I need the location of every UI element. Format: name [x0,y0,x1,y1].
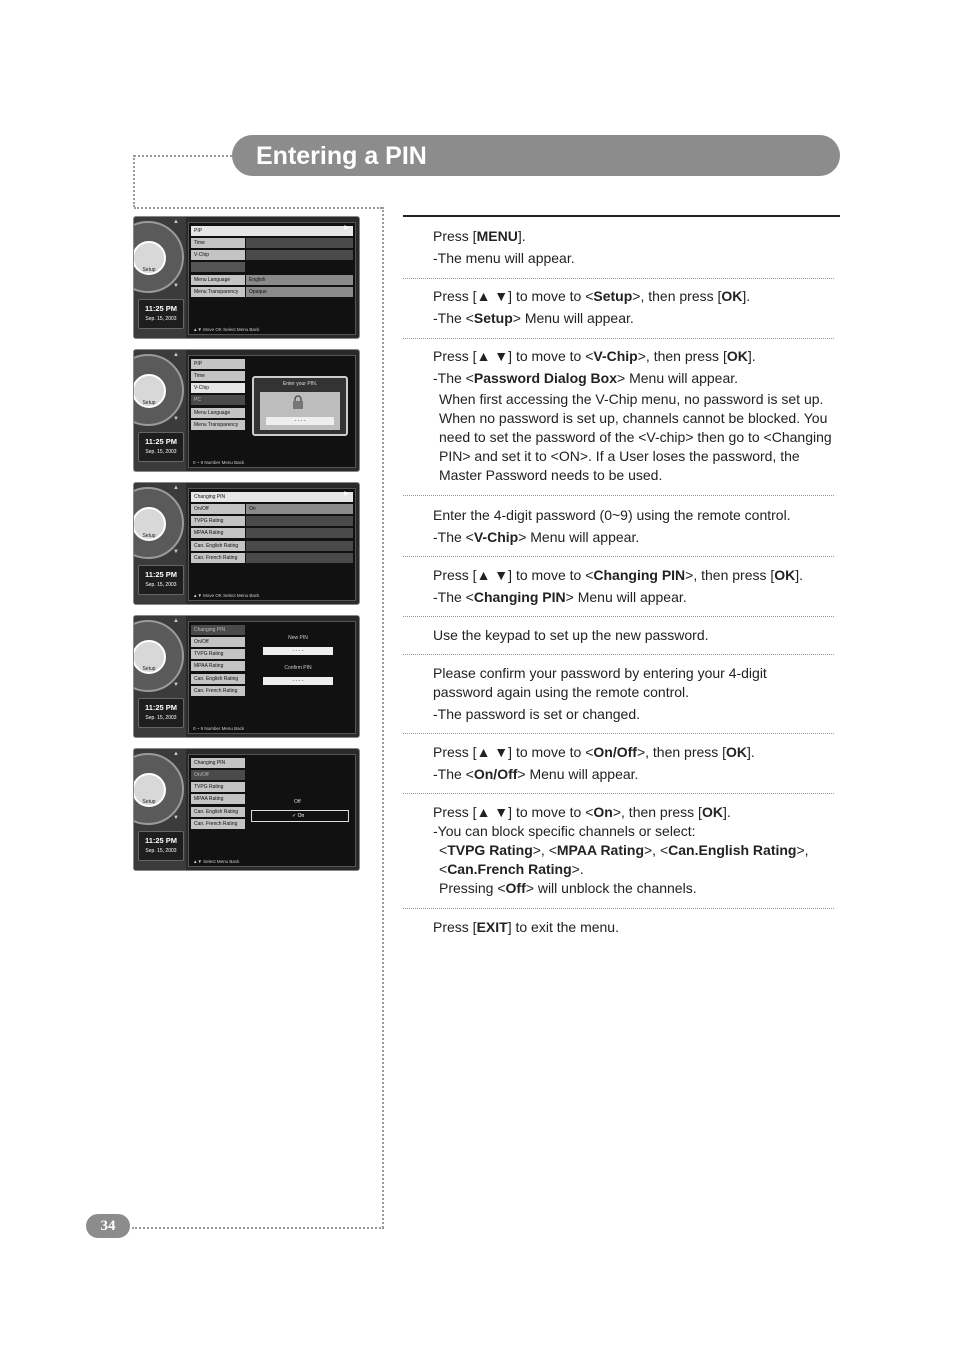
clock-display [138,831,184,861]
confirm-pin-input[interactable]: - - - - [263,677,333,685]
menu-row-transparency[interactable]: Menu Transparency [191,287,245,297]
setup-icon: Setup [133,640,166,674]
key-ok: OK [721,288,743,304]
step-text: Pressing < [439,880,506,896]
key-exit: EXIT [476,919,508,935]
down-arrow-icon: ▼ [173,549,179,555]
step-result: > Menu will appear. [518,529,640,545]
up-arrow-icon: ▲ [173,751,179,757]
menu-row-changing-pin[interactable]: Changing PIN [191,758,245,768]
step-text: >, then press [ [636,744,727,760]
step-result: > Menu will appear. [517,766,639,782]
clock-display [138,432,184,462]
clock-time: 11:25 PM [144,570,178,579]
pin-input[interactable]: - - - - [266,417,334,425]
menu-row-transparency-value: Opaque [246,287,353,297]
rating-tvpg: TVPG Rating [447,842,533,858]
separator [403,616,834,617]
step-text: > will unblock the channels. [525,880,697,896]
menu-row-can-french[interactable]: Can. French Rating [191,553,245,563]
clock-date: Sep. 15, 2003 [145,449,177,455]
clock-time: 11:25 PM [144,437,178,446]
key-ok: OK [726,348,748,364]
step-result: -The < [433,370,474,386]
confirm-pin-label: Confirm PIN [284,665,312,671]
separator [403,908,834,909]
checkmark-icon: ✓ [292,813,298,819]
menu-row-pc[interactable]: PC [191,395,245,405]
separator [403,733,834,734]
separator [403,556,834,557]
menu-name: On/Off [473,766,518,782]
step-text: >, < [532,842,557,858]
menu-panel [188,355,356,468]
down-arrow-icon: ▼ [173,283,179,289]
clock-date: Sep. 15, 2003 [145,316,177,322]
menu-row-mpaa[interactable]: MPAA Rating [191,794,245,804]
option-off[interactable]: Off [294,799,301,805]
menu-name: Changing PIN [473,589,566,605]
step-text: >, then press [ [685,567,775,583]
step-result: -The password is set or changed. [433,706,640,722]
frame-dotted-right [382,207,384,1228]
menu-row-blank [191,262,245,272]
menu-row-pip[interactable]: PIP [191,359,245,369]
option-on-selected[interactable] [251,810,349,822]
menu-row-vchip[interactable]: V-Chip [191,250,245,260]
key-ok: OK [774,567,796,583]
menu-row-time[interactable]: Time [191,238,245,248]
step-9 [433,803,833,898]
clock-date: Sep. 15, 2003 [145,715,177,721]
dialog-body [260,392,340,430]
play-arrow-icon: ▶ [344,491,349,497]
clock-time: 11:25 PM [144,703,178,712]
step-result: -The menu will appear. [433,250,575,266]
page-number: 34 [86,1214,130,1238]
key-menu: MENU [476,228,518,244]
menu-row-onoff-value: On [246,504,353,514]
menu-row-language[interactable]: Menu Language [191,275,245,285]
menu-row-language[interactable]: Menu Language [191,408,245,418]
separator [403,793,834,794]
key-changing-pin: Changing PIN [593,567,686,583]
menu-row-onoff[interactable]: On/Off [191,637,245,647]
menu-row-tvpg[interactable]: TVPG Rating [191,516,245,526]
key-off: Off [505,880,526,896]
clock-display [138,565,184,595]
key-vchip: V-Chip [593,348,638,364]
clock-date: Sep. 15, 2003 [145,582,177,588]
menu-name: Setup [473,310,513,326]
menu-row-mpaa[interactable]: MPAA Rating [191,661,245,671]
step-text: Press [ [433,919,477,935]
step-text: >, then press [ [612,804,702,820]
step-text: Press [ [433,228,477,244]
new-pin-label: New PIN [288,635,308,641]
password-dialog [252,376,348,436]
key-ok: OK [726,744,748,760]
clock-display [138,299,184,329]
clock-time: 11:25 PM [144,304,178,313]
menu-row-can-english[interactable]: Can. English Rating [191,807,245,817]
screen-footer: ▲▼ Move OK Select Menu Back [193,593,260,598]
step-result: -The < [433,310,474,326]
dialog-caption: Enter your PIN. [282,381,318,387]
up-arrow-icon: ▲ [173,352,179,358]
step-4 [433,506,833,547]
key-ok: OK [701,804,723,820]
lock-icon [292,395,304,409]
step-2 [433,287,833,328]
down-arrow-icon: ▼ [173,682,179,688]
step-text: ] to exit the menu. [507,919,619,935]
setup-icon: Setup [133,374,166,408]
down-arrow-icon: ▼ [173,416,179,422]
step-note: When first accessing the V-Chip menu, no password is set up. When no password is set up, channels cannot be blocked. You need to set the password of the <V-chip> then go to <Changing PIN> and set it to <ON>. If a User loses the password, the Master Password needs to be used. [439,391,832,483]
menu-row-mpaa[interactable]: MPAA Rating [191,528,245,538]
menu-name: Password Dialog Box [473,370,618,386]
new-pin-input[interactable]: - - - - [263,647,333,655]
step-text: ]. [747,744,755,760]
clock-date: Sep. 15, 2003 [145,848,177,854]
setup-icon: Setup [133,507,166,541]
menu-row-language-value: English [246,275,353,285]
menu-row-changing-pin[interactable]: Changing PIN [191,492,353,502]
menu-row-changing-pin[interactable]: Changing PIN [191,625,245,635]
rating-can-french: Can.French Rating [447,861,572,877]
screen-onoff-select [133,748,360,871]
title-bar [232,135,840,176]
screen-changing-pin [133,615,360,738]
step-text: >, < [644,842,669,858]
menu-row-pip[interactable]: PIP [191,226,353,236]
menu-panel [188,621,356,734]
menu-row-tvpg[interactable]: TVPG Rating [191,782,245,792]
menu-row-tvpg-value [246,516,353,526]
menu-row-can-english-value [246,541,353,551]
step-text: Press [▲ ▼] to move to < [433,804,594,820]
separator [403,278,834,279]
step-result: -The < [433,589,474,605]
screen-setup-menu [133,216,360,339]
menu-row-can-french[interactable]: Can. French Rating [191,686,245,696]
menu-panel [188,488,356,601]
screen-footer: ▲▼ Move OK Select Menu Back [193,327,260,332]
step-text: Press [▲ ▼] to move to < [433,348,594,364]
step-text: >, [796,842,809,858]
menu-row-vchip-value [246,250,353,260]
up-arrow-icon: ▲ [173,485,179,491]
frame-dotted-bottom [132,1227,384,1229]
frame-dotted-top [134,207,382,209]
screen-vchip-menu [133,482,360,605]
step-result: -You can block specific channels or select: [433,823,696,839]
key-on: On [593,804,613,820]
down-arrow-icon: ▼ [173,815,179,821]
menu-row-can-english[interactable]: Can. English Rating [191,674,245,684]
instructions-top-rule [403,215,840,217]
menu-row-can-french-value [246,553,353,563]
step-text: Press [▲ ▼] to move to < [433,744,594,760]
screen-footer: 0 ~ 9 Number Menu Back [193,726,245,731]
menu-row-tvpg[interactable]: TVPG Rating [191,649,245,659]
page-title: Entering a PIN [256,142,427,170]
separator [403,338,834,339]
clock-display [138,698,184,728]
step-10 [433,918,833,937]
menu-row-onoff[interactable]: On/Off [191,770,245,780]
step-text: ]. [742,288,751,304]
up-arrow-icon: ▲ [173,618,179,624]
step-text: Enter the 4-digit password (0~9) using the remote control. [433,507,791,523]
step-text: Please confirm your password by entering your 4-digit password again using the remote control. [433,665,767,700]
step-8 [433,743,833,784]
step-text: Press [▲ ▼] to move to < [433,288,594,304]
up-arrow-icon: ▲ [173,219,179,225]
step-text: < [439,861,448,877]
step-text: Use the keypad to set up the new password. [433,627,709,643]
rating-can-english: Can.English Rating [668,842,797,858]
step-text: < [439,842,448,858]
setup-icon: Setup [133,241,166,275]
step-text: >, then press [ [637,348,727,364]
rating-mpaa: MPAA Rating [556,842,644,858]
step-text: ]. [517,228,526,244]
step-3 [433,347,833,485]
screen-footer: 0 ~ 9 Number Menu Back [193,460,245,465]
step-result: -The < [433,766,474,782]
step-5 [433,566,833,607]
menu-row-can-english[interactable]: Can. English Rating [191,541,245,551]
step-result: > Menu will appear. [512,310,634,326]
menu-panel [188,222,356,335]
step-text: >. [571,861,584,877]
menu-row-transparency[interactable]: Menu Transparency [191,420,245,430]
setup-icon: Setup [133,773,166,807]
screen-password-dialog [133,349,360,472]
step-text: ]. [747,348,756,364]
step-result: > Menu will appear. [565,589,687,605]
step-text: Press [▲ ▼] to move to < [433,567,594,583]
screen-footer: ▲▼ Select Menu Back [193,859,240,864]
step-6 [433,626,833,645]
menu-row-time[interactable]: Time [191,371,245,381]
step-7 [433,664,793,724]
menu-panel [188,754,356,867]
menu-row-time-value [246,238,353,248]
menu-row-can-french[interactable]: Can. French Rating [191,819,245,829]
play-arrow-icon: ▶ [344,225,349,231]
header-dotted-connector [133,155,135,207]
menu-row-mpaa-value [246,528,353,538]
key-onoff: On/Off [593,744,637,760]
step-1 [433,227,833,268]
step-result: -The < [433,529,474,545]
menu-row-vchip[interactable]: V-Chip [191,383,245,393]
step-text: >, then press [ [632,288,722,304]
key-setup: Setup [593,288,633,304]
separator [403,495,834,496]
header-dotted-rule [134,155,232,157]
menu-name: V-Chip [473,529,519,545]
step-result: > Menu will appear. [617,370,739,386]
option-on-label: On [297,813,305,819]
step-text: ]. [795,567,804,583]
separator [403,654,834,655]
step-text: ]. [722,804,731,820]
clock-time: 11:25 PM [144,836,178,845]
menu-row-onoff[interactable]: On/Off [191,504,245,514]
